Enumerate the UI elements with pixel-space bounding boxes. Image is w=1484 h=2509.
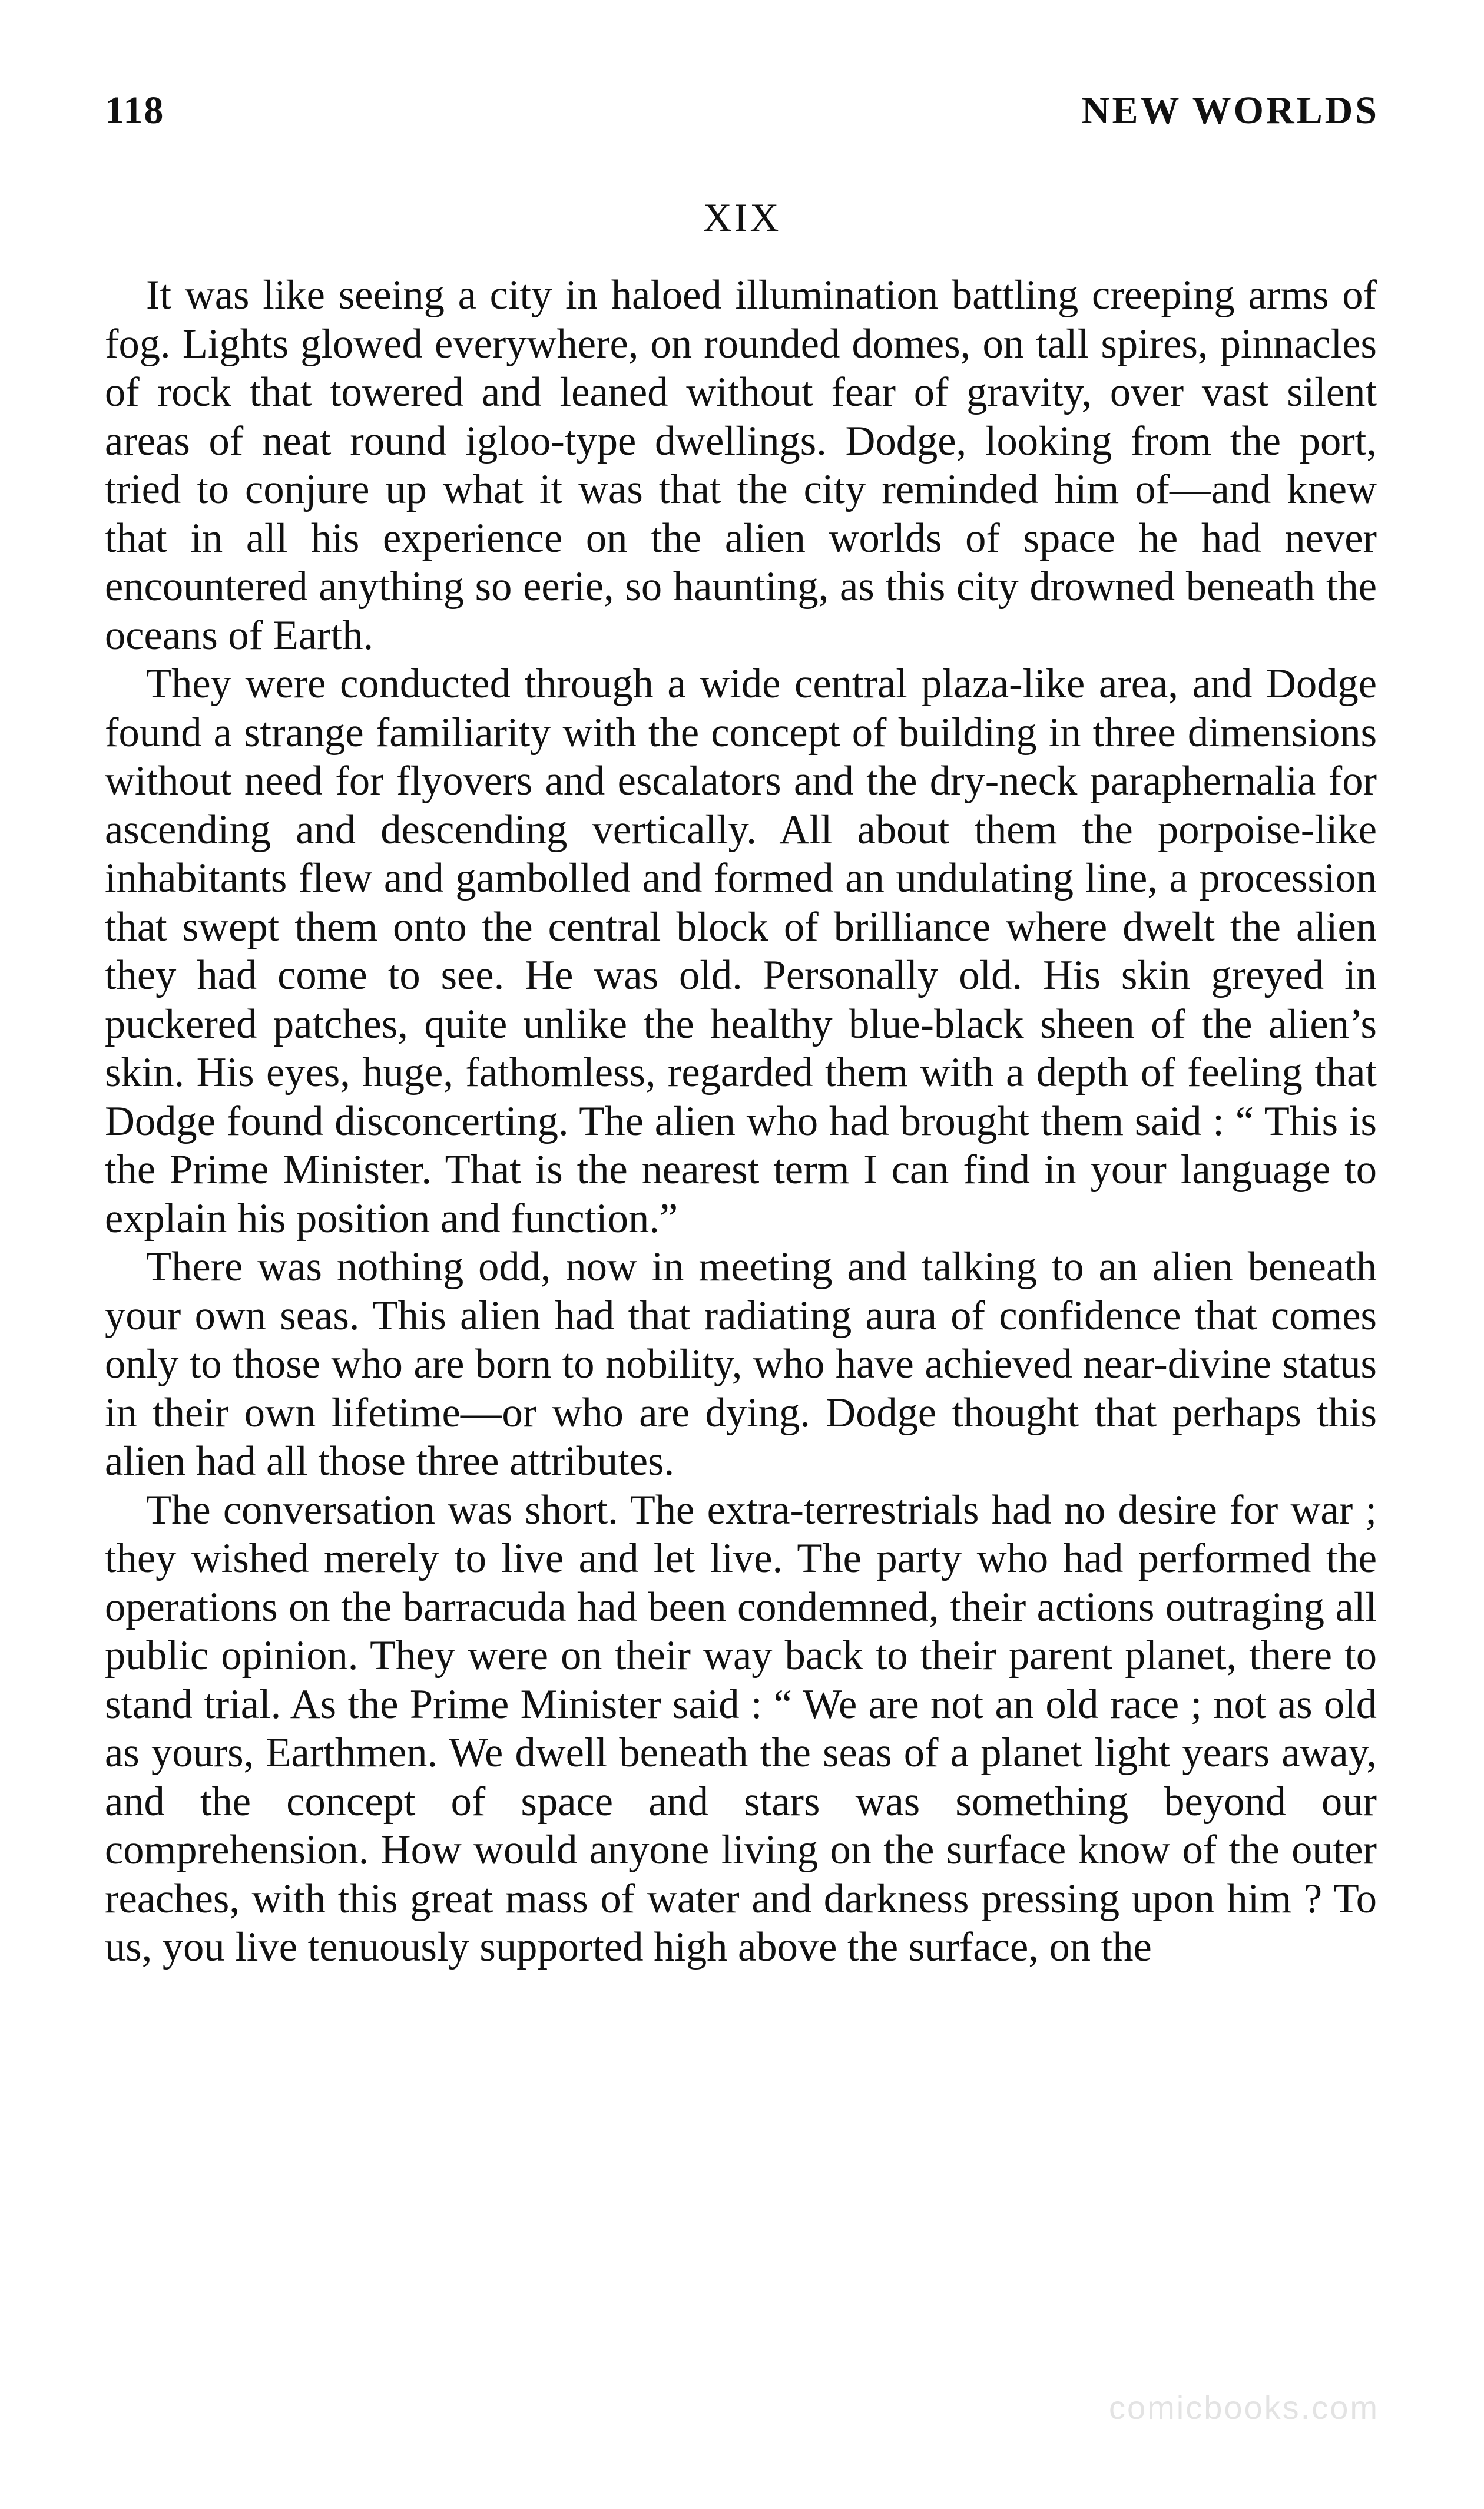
page-number: 118 [105,89,165,132]
watermark: comicbooks.com [1108,2389,1379,2426]
paragraph: It was like seeing a city in haloed illumination battling creeping arms of fog. Lights glowed everywhere, on rounded domes, on tall spires, pinnacles of rock that towered and leaned without fear of gravity, over vast silent areas of neat round igloo-type dwellings. Dodge, looking from the port, tried to conjure up what it was that the city reminded him of—and knew that in all his experience on the alien worlds of space he had never encountered anything so eerie, so haunting, as this city drowned beneath the oceans of Earth. [105,272,1377,658]
body-text [105,271,1377,1972]
page-header [105,88,1379,141]
paragraph: There was nothing odd, now in meeting and talking to an alien beneath your own seas. This alien had that radiating aura of confidence that comes only to those who are born to nobility, who have achieved near-divine status in their own lifetime—or who are dying. Dodge thought that perhaps this alien had all those three attributes. [105,1244,1377,1484]
paragraph: They were conducted through a wide central plaza-like area, and Dodge found a strange familiarity with the concept of building in three dimensions without need for flyovers and escalators and the dry-neck paraphernalia for ascending and descending vertically. All about them the porpoise-like inhabitants flew and gambolled and formed an undulating line, a procession that swept them onto the central block of brilliance where dwelt the alien they had come to see. He was old. Personally old. His skin greyed in puckered patches, quite unlike the healthy blue-black sheen of the alien’s skin. His eyes, huge, fathomless, regarded them with a depth of feeling that Dodge found disconcerting. The alien who had brought them said : “ This is the Prime Minister. That is the nearest term I can find in your language to explain his position and function.” [105,661,1377,1242]
running-head: NEW WORLDS [1081,89,1379,132]
chapter-heading: XIX [703,195,781,240]
paragraph: The conversation was short. The extra-terrestrials had no desire for war ; they wished merely to live and let live. The party who had performed the operations on the barracuda had been condemned, their actions outraging all public opinion. They were on their way back to their parent planet, there to stand trial. As the Prime Minister said : “ We are not an old race ; not as old as yours, Earthmen. We dwell beneath the seas of a planet light years away, and the concept of space and stars was something beyond our comprehension. How would anyone living on the surface know of the outer reaches, with this great mass of water and darkness pressing upon him ? To us, you live tenuously supported high above the surface, on the [105,1487,1377,1970]
